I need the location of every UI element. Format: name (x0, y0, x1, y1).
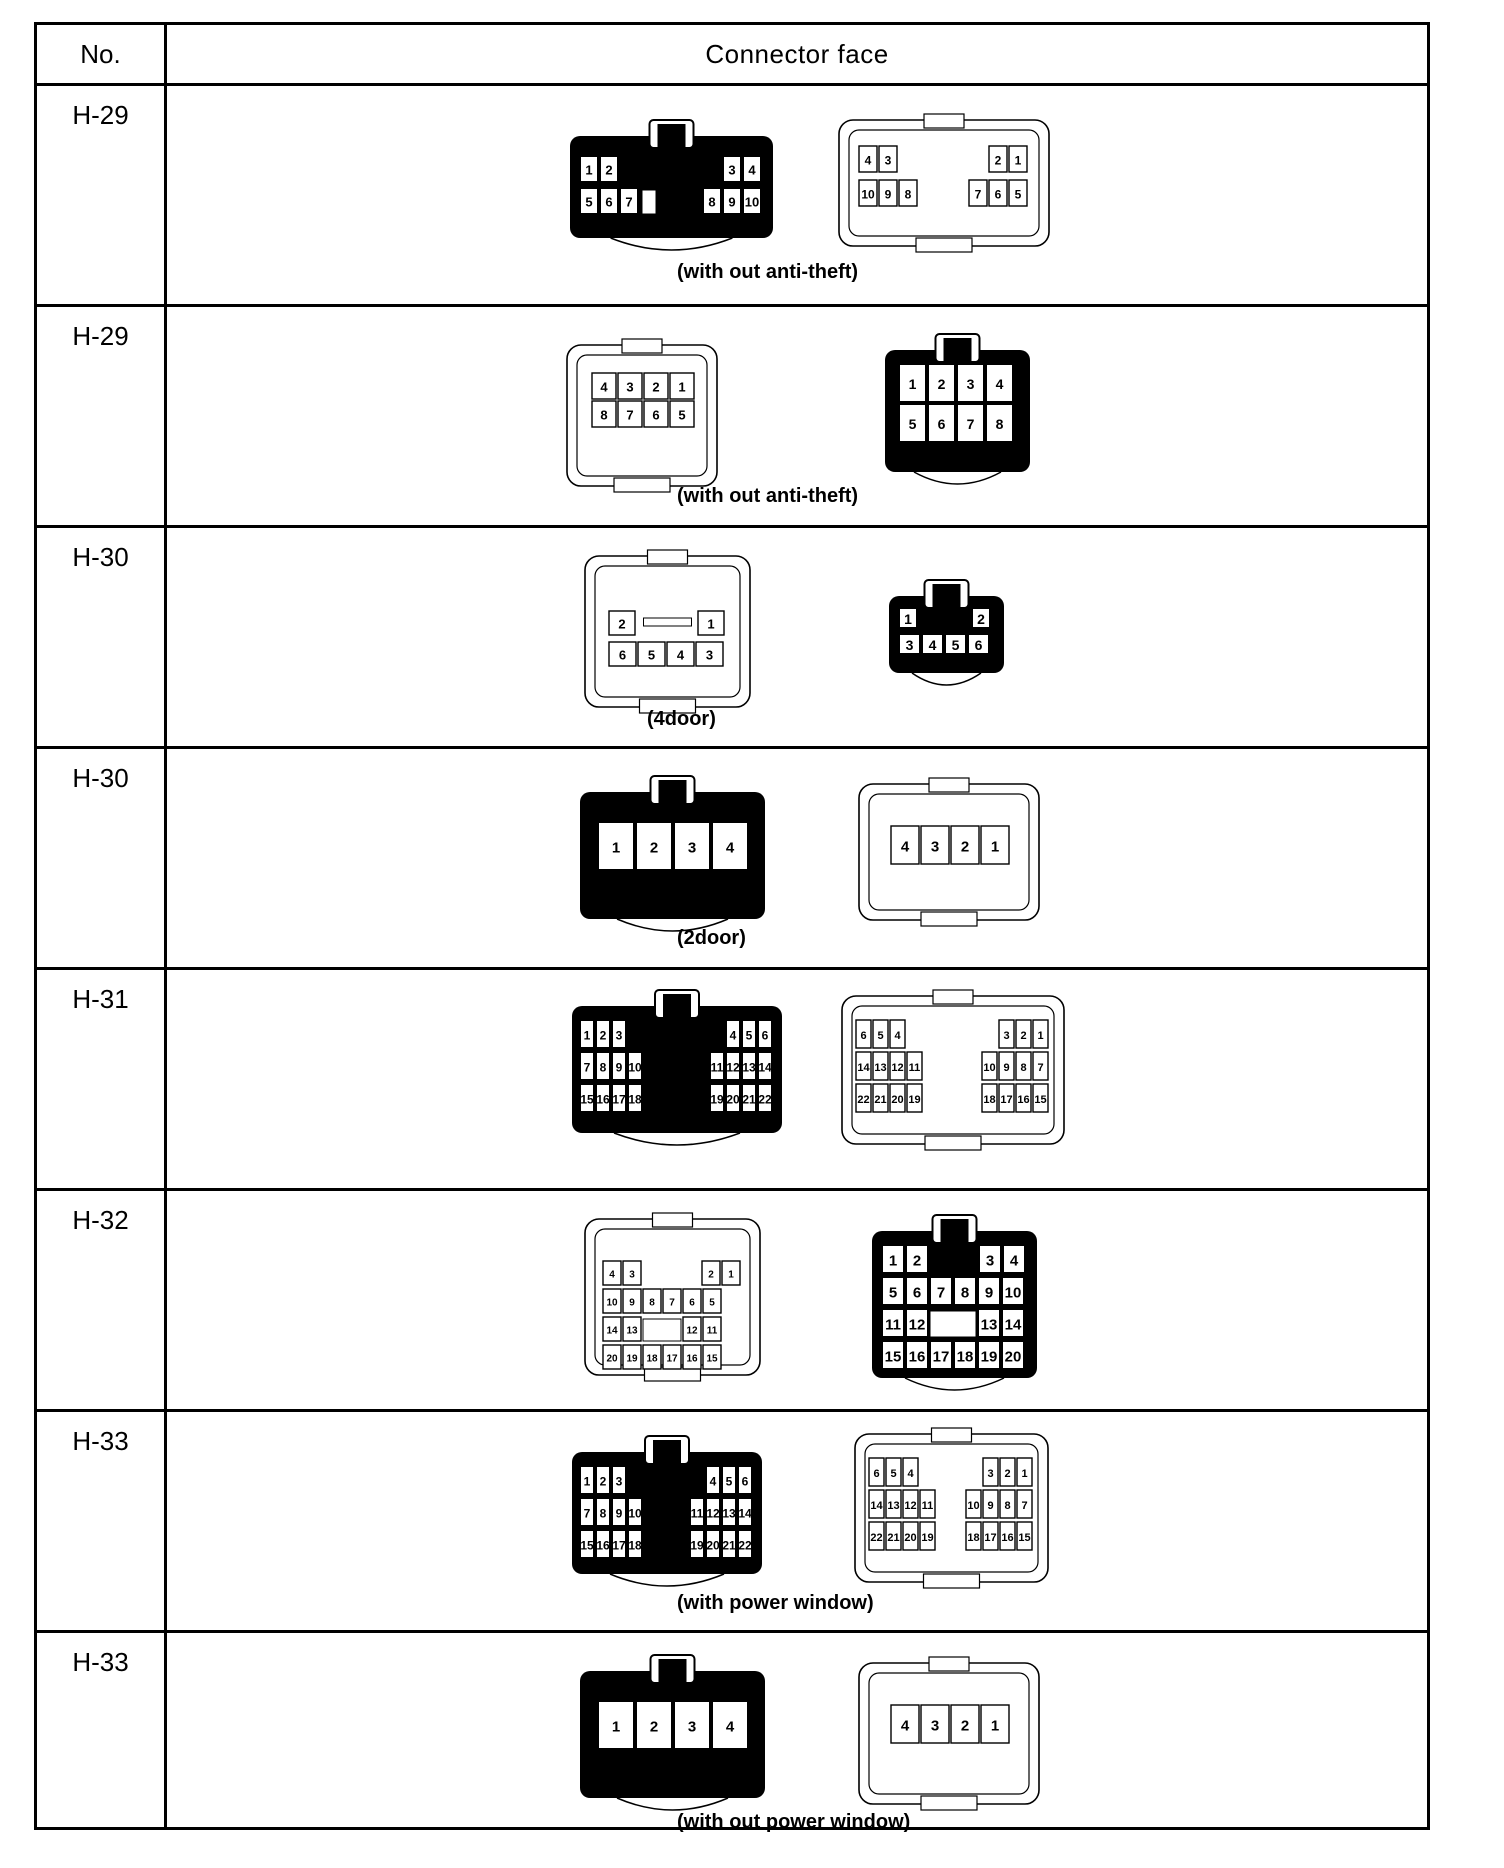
pin-number: 20 (706, 1538, 720, 1553)
connector-diagram (167, 749, 1427, 967)
column-header-no: No. (80, 38, 121, 69)
pin-number: 18 (956, 1348, 974, 1366)
pin-number: 14 (758, 1060, 772, 1075)
connector-number: H-33 (72, 1426, 129, 1456)
pin-number: 1 (908, 376, 917, 393)
pin-number: 2 (605, 162, 613, 178)
pin-number: 3 (629, 1269, 635, 1281)
pin-number: 11 (706, 1325, 718, 1337)
key-bar (644, 618, 692, 626)
pin-number: 6 (652, 407, 660, 423)
pin-number: 1 (611, 839, 621, 857)
latch-lock (941, 1219, 969, 1249)
pin-number: 3 (626, 379, 634, 395)
pin-number: 14 (870, 1499, 883, 1512)
pin-number: 11 (885, 1316, 901, 1334)
pin-number: 2 (618, 616, 626, 632)
pin-number: 5 (745, 1028, 753, 1043)
column-header-connector-face: Connector face (705, 38, 889, 69)
pin-number: 17 (1000, 1093, 1013, 1106)
pin-number: 5 (678, 407, 686, 423)
pin-number: 2 (994, 153, 1002, 168)
pin-number: 11 (908, 1061, 921, 1074)
connector-lip (912, 673, 981, 685)
pin-number: 3 (615, 1028, 623, 1043)
pin-number: 3 (687, 839, 697, 857)
pin-number: 7 (583, 1060, 591, 1075)
pin-number: 5 (951, 637, 960, 654)
connector-face-male (889, 580, 1004, 685)
connector-face-male (885, 334, 1030, 484)
pin-number: 17 (932, 1348, 950, 1366)
connector-face-cell (167, 1191, 1427, 1409)
connector-face-female (859, 1657, 1039, 1810)
connector-lip (610, 1574, 724, 1586)
pin-number: 12 (706, 1506, 720, 1521)
pin-number: 4 (600, 379, 608, 395)
pin-number: 17 (612, 1538, 626, 1553)
pin-number: 16 (596, 1092, 610, 1107)
connector-latch (916, 238, 972, 252)
pin-number: 2 (599, 1474, 607, 1489)
pin-number: 9 (629, 1297, 635, 1309)
connector-latch (921, 1796, 977, 1810)
connector-rail (622, 339, 662, 353)
connector-face-male (572, 990, 782, 1145)
pin-number: 17 (984, 1531, 997, 1544)
connector-diagram (167, 970, 1427, 1188)
pin-number: 7 (1037, 1061, 1044, 1074)
pin-number: 11 (690, 1506, 704, 1521)
pin-number: 1 (904, 611, 912, 628)
pin-number: 4 (709, 1474, 717, 1489)
pin-number: 10 (861, 187, 875, 202)
pin-number: 5 (1014, 187, 1022, 202)
pin-number: 8 (1004, 1499, 1011, 1512)
connector-number: H-29 (72, 100, 129, 130)
pin-number: 12 (904, 1499, 917, 1512)
connector-face-female (859, 778, 1039, 926)
pin-number: 3 (930, 1717, 940, 1735)
pin-number: 9 (984, 1284, 994, 1302)
pin-number: 9 (615, 1060, 623, 1075)
pin-number: 1 (1037, 1029, 1044, 1042)
pin-number: 1 (583, 1028, 591, 1043)
pin-number: 4 (894, 1029, 901, 1042)
pin-number: 8 (1020, 1061, 1027, 1074)
pin-number: 12 (686, 1325, 698, 1337)
connector-face-cell (167, 528, 1427, 746)
pin-number: 22 (857, 1093, 870, 1106)
pin-number: 2 (1020, 1029, 1027, 1042)
connector-face-male (872, 1215, 1037, 1390)
pin-number: 5 (585, 194, 593, 210)
pin-number: 8 (708, 194, 716, 210)
pin-number: 3 (987, 1467, 994, 1480)
pin-number: 4 (609, 1269, 615, 1281)
pin-number: 5 (908, 416, 917, 433)
pin-number: 13 (722, 1506, 736, 1521)
pin-number: 6 (974, 637, 983, 654)
connector-face-female (839, 114, 1049, 252)
pin-number: 1 (1014, 153, 1022, 168)
pin-number: 8 (649, 1297, 655, 1309)
pin-number: 21 (887, 1531, 900, 1544)
pin-number: 1 (678, 379, 686, 395)
connector-diagram (167, 528, 1427, 746)
pin-number: 4 (900, 838, 910, 856)
pin-number: 15 (884, 1348, 902, 1366)
pin-number: 5 (725, 1474, 733, 1489)
pin-number: 20 (726, 1092, 740, 1107)
connector-face-cell (167, 1633, 1427, 1851)
connector-latch (924, 1574, 980, 1588)
connector-variant-note: (with out anti-theft) (677, 485, 859, 507)
pin-number: 7 (626, 407, 634, 423)
pin-number: 1 (1021, 1467, 1028, 1480)
pin-number: 1 (990, 838, 1000, 856)
pin-number: 1 (611, 1718, 621, 1736)
connector-face-male (580, 776, 765, 931)
pin-number: 21 (874, 1093, 887, 1106)
connector-lip (611, 238, 733, 250)
pin-number: 8 (904, 187, 912, 202)
pin-number: 3 (985, 1252, 995, 1270)
connector-rail (929, 778, 969, 792)
pin-number: 1 (990, 1717, 1000, 1735)
pin-number: 8 (599, 1060, 607, 1075)
pin-number: 5 (890, 1467, 897, 1480)
pin-number: 4 (725, 839, 735, 857)
connector-number: H-31 (72, 984, 129, 1014)
connector-latch (925, 1136, 981, 1150)
pin-number: 18 (628, 1538, 642, 1553)
pin-number: 10 (983, 1061, 996, 1074)
pin-number: 11 (710, 1060, 724, 1075)
pin-number: 4 (900, 1717, 910, 1735)
pin-number: 14 (857, 1061, 870, 1074)
pin-number: 6 (689, 1297, 695, 1309)
pin-number: 8 (600, 407, 608, 423)
pin-number: 2 (649, 1718, 659, 1736)
connector-face-cell (167, 970, 1427, 1188)
pin-number: 20 (904, 1531, 917, 1544)
pin-number: 3 (687, 1718, 697, 1736)
connector-rail (932, 1428, 972, 1442)
connector-rail (648, 550, 688, 564)
pin-number: 4 (928, 637, 937, 654)
pin-number: 3 (930, 838, 940, 856)
pin-number: 15 (1018, 1531, 1031, 1544)
connector-number: H-30 (72, 542, 129, 572)
pin-number: 9 (884, 187, 892, 202)
pin-number: 9 (987, 1499, 994, 1512)
latch-lock (659, 1659, 687, 1689)
connector-rail (653, 1213, 693, 1227)
pin-number: 19 (980, 1348, 998, 1366)
pin-number: 2 (960, 1717, 970, 1735)
connector-face-female (585, 1213, 760, 1381)
pin-number: 7 (1021, 1499, 1028, 1512)
connector-number: H-29 (72, 321, 129, 351)
key-slot (930, 1311, 976, 1337)
pin-number: 9 (615, 1506, 623, 1521)
connector-rail (933, 990, 973, 1004)
connector-latch (921, 912, 977, 926)
connector-face-cell (167, 1412, 1427, 1630)
pin-number: 7 (583, 1506, 591, 1521)
pin-number: 4 (729, 1028, 737, 1043)
pin-number: 7 (669, 1297, 675, 1309)
pin-number: 18 (967, 1531, 980, 1544)
pin-number: 19 (710, 1092, 724, 1107)
pin-number: 6 (937, 416, 946, 433)
pin-number: 4 (725, 1718, 735, 1736)
pin-number: 10 (1004, 1284, 1022, 1302)
pin-number: 3 (905, 637, 914, 654)
pin-number: 3 (884, 153, 892, 168)
connector-face-male (572, 1436, 762, 1586)
pin-number: 10 (628, 1060, 642, 1075)
connector-face-female (855, 1428, 1048, 1588)
pin-number: 6 (860, 1029, 867, 1042)
pin-number: 8 (995, 416, 1004, 433)
pin-number: 13 (626, 1325, 638, 1337)
pin-number: 16 (1001, 1531, 1014, 1544)
pin-number: 13 (980, 1316, 998, 1334)
connector-number: H-30 (72, 763, 129, 793)
pin-number: 5 (709, 1297, 715, 1309)
pin-number: 1 (888, 1252, 898, 1270)
pin-number: 15 (580, 1538, 594, 1553)
pin-number: 21 (722, 1538, 736, 1553)
pin-number: 17 (666, 1353, 678, 1365)
connector-lip (905, 1378, 1004, 1390)
pin-number: 15 (1034, 1093, 1047, 1106)
connector-number: H-32 (72, 1205, 129, 1235)
pin-number: 7 (974, 187, 982, 202)
pin-number: 14 (1004, 1316, 1022, 1334)
pin-number: 3 (966, 376, 975, 393)
pin-number: 10 (606, 1297, 618, 1309)
pin-number: 3 (1003, 1029, 1010, 1042)
pin-number: 3 (705, 647, 714, 663)
pin-number: 2 (937, 376, 946, 393)
pin-number: 16 (1017, 1093, 1030, 1106)
pin-number: 16 (686, 1353, 698, 1365)
pin-number: 2 (708, 1269, 714, 1281)
connector-variant-note: (with out anti-theft) (677, 261, 859, 283)
pin-number: 4 (995, 376, 1004, 393)
pin-number: 19 (690, 1538, 704, 1553)
connector-variant-note: (2door) (677, 927, 746, 949)
pin-number: 18 (646, 1353, 658, 1365)
pin-number: 21 (742, 1092, 756, 1107)
pin-number: 6 (605, 194, 613, 210)
connector-face-cell (167, 86, 1427, 304)
pin-number: 22 (870, 1531, 883, 1544)
pin-number: 7 (936, 1284, 946, 1302)
pin-number: 12 (726, 1060, 740, 1075)
connector-variant-note: (4door) (647, 708, 716, 730)
pin-number: 18 (983, 1093, 996, 1106)
pin-number: 5 (877, 1029, 884, 1042)
pin-number: 4 (907, 1467, 914, 1480)
connector-face-female (567, 339, 717, 492)
pin-number: 16 (908, 1348, 926, 1366)
connector-face-cell (167, 749, 1427, 967)
connector-table (34, 22, 1430, 1833)
pin-number: 1 (583, 1474, 591, 1489)
pin-number: 8 (960, 1284, 970, 1302)
pin-number: 13 (742, 1060, 756, 1075)
pin-number: 20 (891, 1093, 904, 1106)
connector-lip (617, 1798, 728, 1810)
pin-number: 13 (874, 1061, 887, 1074)
pin-number: 12 (908, 1316, 926, 1334)
pin-number: 19 (908, 1093, 921, 1106)
pin-number: 20 (1004, 1348, 1022, 1366)
pin-number: 2 (652, 379, 660, 395)
pin-number: 7 (966, 416, 975, 433)
pin-number: 1 (707, 616, 715, 632)
pin-number: 15 (706, 1353, 718, 1365)
connector-diagram (167, 1191, 1427, 1409)
pin-number: 10 (744, 194, 760, 210)
pin-number: 19 (626, 1353, 638, 1365)
connector-lip (614, 1133, 740, 1145)
pin-number: 12 (891, 1061, 904, 1074)
pin-number: 2 (960, 838, 970, 856)
key-slot (643, 1319, 681, 1341)
connector-rail (929, 1657, 969, 1671)
pin-number: 8 (599, 1506, 607, 1521)
pin-number: 14 (606, 1325, 618, 1337)
pin-number: 17 (612, 1092, 626, 1107)
pin-number: 6 (618, 647, 627, 663)
pin-number: 7 (625, 194, 633, 210)
key-slot (642, 190, 656, 214)
pin-number: 1 (728, 1269, 734, 1281)
pin-number: 9 (1003, 1061, 1010, 1074)
pin-number: 20 (606, 1353, 618, 1365)
pin-number: 16 (596, 1538, 610, 1553)
pin-number: 2 (1004, 1467, 1011, 1480)
latch-lock (659, 780, 687, 810)
connector-face-male (570, 120, 773, 250)
pin-number: 10 (967, 1499, 980, 1512)
pin-number: 6 (761, 1028, 769, 1043)
pin-number: 10 (628, 1506, 642, 1521)
pin-number: 4 (864, 153, 872, 168)
pin-number: 6 (994, 187, 1002, 202)
connector-face-female (842, 990, 1064, 1150)
connector-face-female (585, 550, 750, 713)
pin-number: 15 (580, 1092, 594, 1107)
latch-lock (653, 1440, 681, 1470)
connector-latch (614, 478, 670, 492)
connector-face-cell (167, 307, 1427, 525)
latch-lock (933, 584, 961, 614)
pin-number: 2 (599, 1028, 607, 1043)
connector-rail (924, 114, 964, 128)
pin-number: 5 (647, 647, 656, 663)
pin-number: 5 (888, 1284, 898, 1302)
pin-number: 6 (912, 1284, 922, 1302)
pin-number: 14 (738, 1506, 752, 1521)
pin-number: 9 (728, 194, 736, 210)
pin-number: 2 (912, 1252, 922, 1270)
pin-number: 1 (585, 162, 593, 178)
pin-number: 11 (921, 1499, 934, 1512)
pin-number: 19 (921, 1531, 934, 1544)
pin-number: 4 (748, 162, 756, 178)
latch-lock (658, 124, 686, 154)
latch-lock (663, 994, 691, 1024)
pin-number: 6 (741, 1474, 749, 1489)
connector-variant-note: (with out power window) (677, 1811, 911, 1833)
connector-number: H-33 (72, 1647, 129, 1677)
pin-number: 4 (1009, 1252, 1019, 1270)
pin-number: 2 (977, 611, 985, 628)
pin-number: 22 (758, 1092, 772, 1107)
pin-number: 3 (728, 162, 736, 178)
pin-number: 13 (887, 1499, 900, 1512)
pin-number: 3 (615, 1474, 623, 1489)
pin-number: 6 (873, 1467, 880, 1480)
connector-variant-note: (with power window) (677, 1592, 874, 1614)
pin-number: 2 (649, 839, 659, 857)
connector-lip (914, 472, 1001, 484)
connector-face-male (580, 1655, 765, 1810)
pin-number: 4 (676, 647, 685, 663)
pin-number: 18 (628, 1092, 642, 1107)
pin-number: 22 (738, 1538, 752, 1553)
